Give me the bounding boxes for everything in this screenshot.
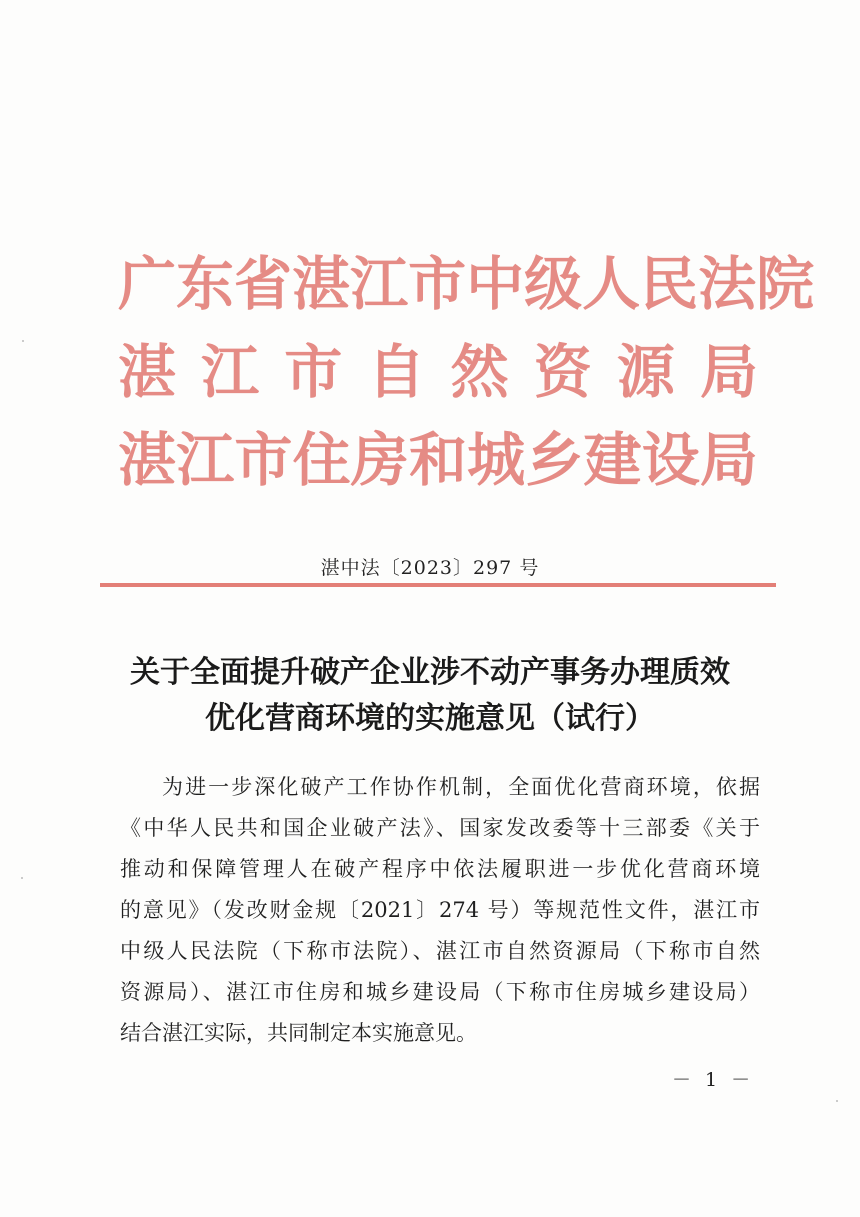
- issuer-char: 设: [641, 426, 700, 494]
- issuing-authorities: [118, 240, 815, 504]
- scan-speck: [836, 1100, 838, 1102]
- body-line: 为进一步深化破产工作协作机制，全面优化营商环境，依据: [162, 775, 760, 799]
- issuer-char: 城: [467, 426, 526, 494]
- issuer-char: 湛: [118, 338, 177, 406]
- issuer-char: 法: [698, 250, 757, 318]
- issuer-char: 江: [201, 338, 260, 406]
- issuer-char: 湛: [292, 250, 351, 318]
- document-title: [0, 650, 860, 742]
- issuer-char: 局: [699, 338, 758, 406]
- scan-speck: [21, 877, 23, 879]
- issuer-char: 市: [234, 426, 293, 494]
- document-number: 湛中法〔2023〕297 号: [320, 557, 540, 579]
- issuer-char: 广: [118, 250, 177, 318]
- page-number: － 1 －: [672, 1069, 755, 1091]
- issuer-court: [118, 240, 815, 328]
- body-line: 结合湛江实际，共同制定本实施意见。: [120, 1021, 477, 1045]
- issuer-char: 房: [350, 426, 409, 494]
- issuer-char: 江: [350, 250, 409, 318]
- title-line-1: 关于全面提升破产企业涉不动产事务办理质效: [130, 655, 730, 690]
- issuer-natural-resources-bureau: [118, 328, 758, 416]
- issuer-char: 省: [234, 250, 293, 318]
- issuer-char: 级: [524, 250, 583, 318]
- issuer-char: 然: [450, 338, 509, 406]
- body-line: 推动和保障管理人在破产程序中依法履职进一步优化营商环境: [120, 857, 760, 881]
- issuer-char: 乡: [525, 426, 584, 494]
- title-line-2: 优化营商环境的实施意见（试行）: [205, 701, 655, 736]
- issuer-char: 江: [176, 426, 235, 494]
- issuer-char: 市: [408, 250, 467, 318]
- body-line: 中级人民法院（下称市法院）、湛江市自然资源局（下称市自然: [120, 939, 760, 963]
- scan-speck: [22, 340, 24, 342]
- issuer-char: 东: [176, 250, 235, 318]
- issuer-char: 住: [292, 426, 351, 494]
- issuer-char: 院: [756, 250, 815, 318]
- issuer-char: 建: [583, 426, 642, 494]
- issuer-housing-construction-bureau: [118, 416, 758, 504]
- issuer-char: 源: [616, 338, 675, 406]
- issuer-char: 湛: [118, 426, 177, 494]
- issuer-char: 和: [408, 426, 467, 494]
- issuer-char: 自: [367, 338, 426, 406]
- issuer-char: 资: [533, 338, 592, 406]
- issuer-char: 局: [699, 426, 758, 494]
- issuer-char: 中: [466, 250, 525, 318]
- red-separator-line: [100, 583, 776, 587]
- body-line: 的意见》（发改财金规〔2021〕274 号）等规范性文件，湛江市: [120, 898, 760, 922]
- issuer-char: 人: [582, 250, 641, 318]
- issuer-char: 市: [284, 338, 343, 406]
- body-line: 《中华人民共和国企业破产法》、国家发改委等十三部委《关于: [120, 816, 760, 840]
- body-paragraph: [120, 767, 760, 1054]
- body-line: 资源局）、湛江市住房和城乡建设局（下称市住房城乡建设局）: [120, 980, 760, 1004]
- issuer-char: 民: [640, 250, 699, 318]
